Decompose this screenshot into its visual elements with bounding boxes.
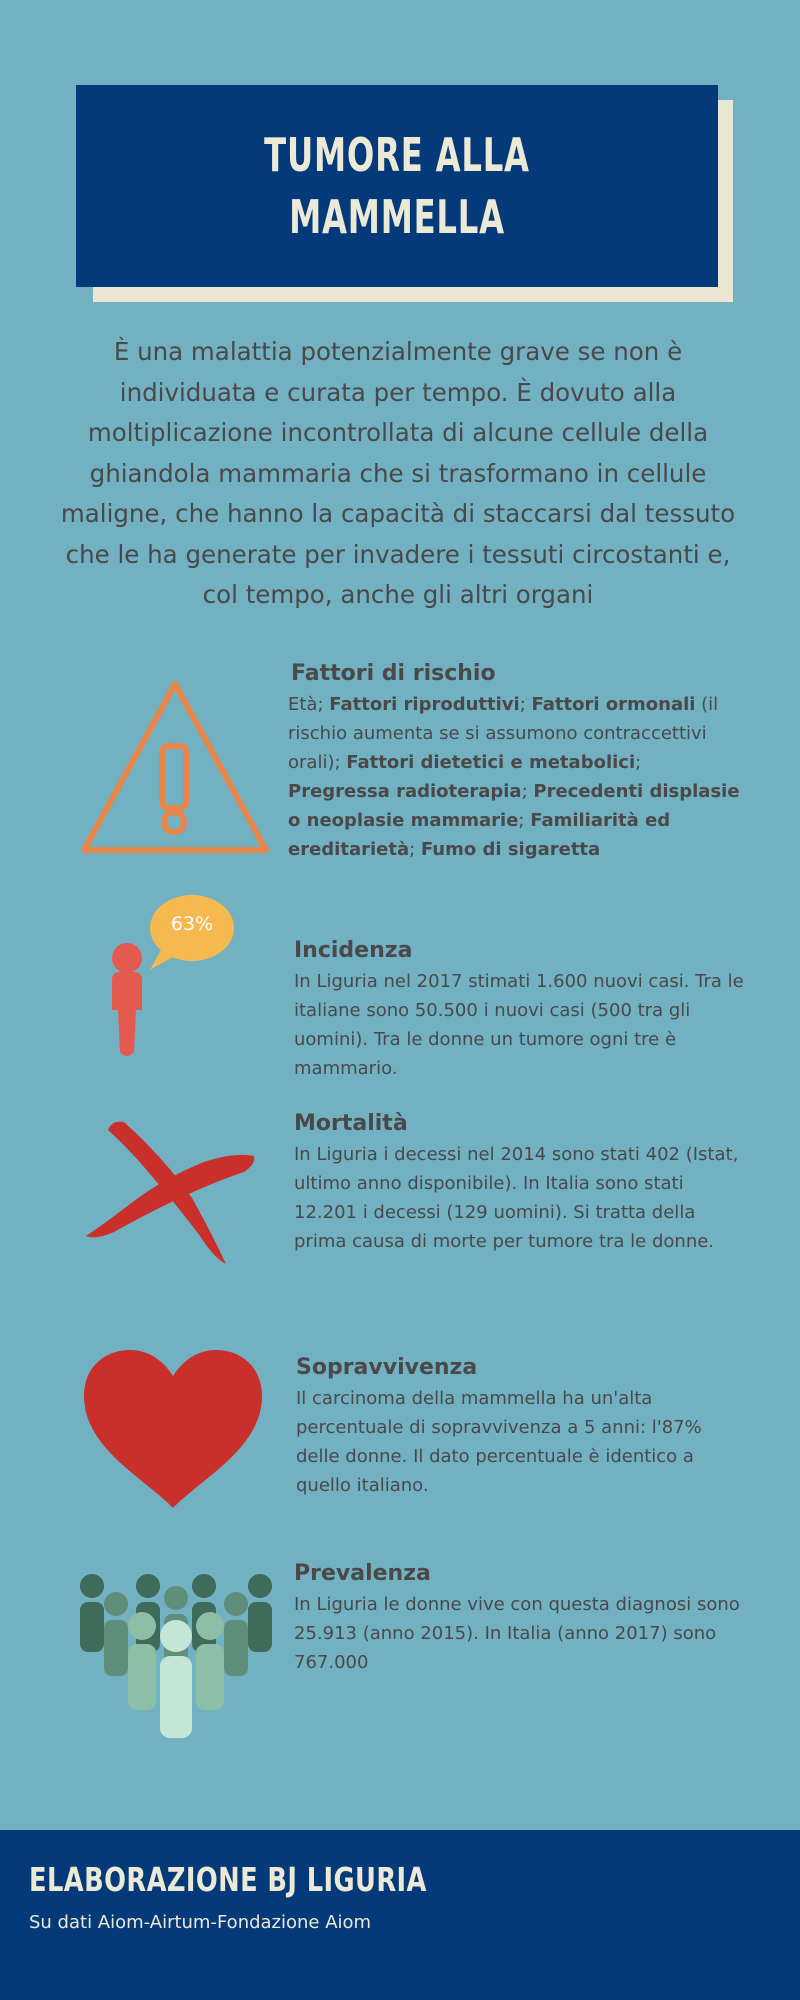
prevalenza-body: In Liguria le donne vive con questa diagnosi sono 25.913 (anno 2015). In Italia (anno 2017) sono 767.000: [294, 1594, 740, 1673]
title-line-1: TUMORE ALLA: [264, 128, 530, 182]
cross-icon: [84, 1118, 256, 1268]
rischio-factor: Fattori ormonali: [531, 694, 696, 715]
rischio-body: [288, 690, 748, 864]
heart-icon: [84, 1348, 262, 1510]
incidence-bubble-label: 63%: [170, 913, 214, 935]
mortalita-title: Mortalità: [294, 1111, 408, 1136]
warning-triangle-icon: [76, 676, 274, 854]
section-rischio: [288, 658, 748, 864]
rischio-factor: Fattori riproduttivi: [329, 694, 520, 715]
page-title: [233, 124, 561, 248]
incidenza-body: In Liguria nel 2017 stimati 1.600 nuovi casi. Tra le italiane sono 50.500 i nuovi casi (500 tra gli uomini). Tra le donne un tumore ogni tre è mammario.: [294, 971, 744, 1079]
rischio-text: ;: [521, 781, 534, 802]
footer-subtitle: Su dati Aiom-Airtum-Fondazione Aiom: [29, 1912, 372, 1933]
footer-title: ELABORAZIONE BJ LIGURIA: [29, 1860, 427, 1899]
rischio-text: (il rischio aumenta se si assumono contraccettivi orali);: [288, 694, 719, 773]
rischio-text: ;: [409, 839, 421, 860]
title-banner: [76, 85, 718, 287]
rischio-factor: Familiarità ed ereditarietà: [288, 810, 671, 860]
rischio-factor: Pregressa radioterapia: [288, 781, 522, 802]
prevalenza-title: Prevalenza: [294, 1561, 431, 1586]
rischio-text: Età;: [288, 694, 330, 715]
mortalita-body: In Liguria i decessi nel 2014 sono stati 402 (Istat, ultimo anno disponibile). In Italia sono stati 12.201 i decessi (129 uomini). Si tratta della prima causa di morte per tumore tra le donne.: [294, 1144, 739, 1252]
section-incidenza: [294, 935, 744, 1083]
title-line-2: MAMMELLA: [289, 190, 505, 244]
rischio-factor: Fumo di sigaretta: [420, 839, 601, 860]
sopravvivenza-body: Il carcinoma della mammella ha un'alta percentuale di sopravvivenza a 5 anni: l'87% delle donne. Il dato percentuale è identico a quello italiano.: [296, 1388, 702, 1496]
people-group-icon: [76, 1572, 276, 1740]
rischio-text: ;: [519, 694, 532, 715]
rischio-text: ;: [518, 810, 531, 831]
section-prevalenza: [294, 1558, 749, 1677]
section-sopravvivenza: [296, 1352, 746, 1500]
person-speech-bubble-icon: [100, 892, 240, 1072]
section-mortalita: [294, 1108, 749, 1256]
rischio-title: Fattori di rischio: [291, 661, 496, 686]
footer: [0, 1830, 800, 2000]
sopravvivenza-title: Sopravvivenza: [296, 1355, 478, 1380]
rischio-factor: Fattori dietetici e metabolici: [346, 752, 636, 773]
rischio-text: ;: [635, 752, 642, 773]
intro-paragraph: È una malattia potenzialmente grave se non è individuata e curata per tempo. È dovuto alla moltiplicazione incontrollata di alcune cellule della ghiandola mammaria che si trasformano in cellule maligne, che hanno la capacità di staccarsi dal tessuto che le ha generate per invadere i tessuti circostanti e, col tempo, anche gli altri organi: [60, 337, 736, 609]
incidenza-title: Incidenza: [294, 938, 413, 963]
rischio-factor: Precedenti displasie o neoplasie mammarie: [288, 781, 740, 831]
